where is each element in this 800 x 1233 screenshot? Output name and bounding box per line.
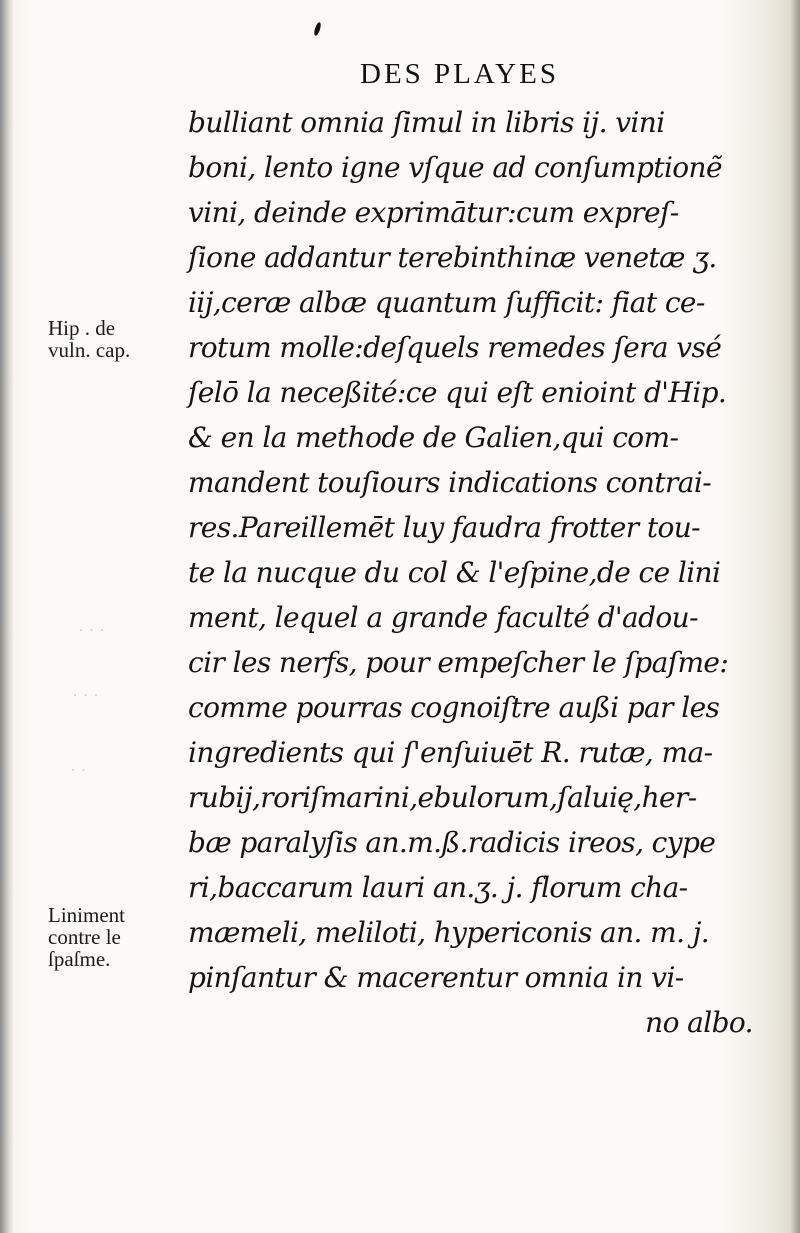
margin-note-line: contre le (48, 925, 121, 949)
page-edge-shadow (790, 0, 800, 1233)
gutter-shadow (0, 0, 14, 1233)
text-line: & en la methode de Galien,qui com- (188, 421, 679, 454)
text-line: ment, lequel a grande faculté d'adou- (188, 601, 698, 634)
text-line: te la nucque du col & l'eſpine,de ce lini (188, 556, 721, 589)
text-line-final: no albo. (645, 1006, 753, 1039)
show-through-mark: · · · (78, 620, 105, 640)
text-line: ſelō la neceßité:ce qui eſt enioint d'Hip. (188, 376, 727, 409)
margin-note-hippocrates (48, 317, 130, 361)
running-head: DES PLAYES (360, 58, 559, 90)
text-line: boni, lento igne vſque ad conſumptionẽ (188, 151, 722, 184)
text-line: pinſantur & macerentur omnia in vi- (188, 961, 684, 994)
margin-note-line: Liniment (48, 903, 125, 927)
margin-note-line: ſpaſme. (48, 947, 111, 971)
margin-note-line: Hip . de (48, 316, 116, 340)
text-line: ingredients qui ſ'enſuiuēt R. rutæ, ma- (188, 736, 713, 769)
text-line: rubij,roriſmarini,ebulorum,ſaluię,her- (188, 781, 697, 814)
show-through-mark: · · (70, 760, 87, 780)
text-line: mæmeli, meliloti, hypericonis an. m. j. (188, 916, 710, 949)
text-line: res.Pareillemēt luy faudra frotter tou- (188, 511, 701, 544)
text-line: comme pourras cognoiſtre außi par les (188, 691, 720, 724)
ink-mark (313, 22, 322, 37)
show-through-mark: · · · (72, 685, 99, 705)
text-line: vini, deinde exprimātur:cum expreſ- (188, 196, 679, 229)
text-line: iij,ceræ albæ quantum ſufficit: fiat ce- (188, 286, 705, 319)
text-line: mandent touſiours indications contrai- (188, 466, 712, 499)
text-line: ſione addantur terebinthinæ venetæ ʒ. (188, 241, 717, 274)
text-line: ri,baccarum lauri an.ʒ. j. florum cha- (188, 871, 688, 904)
text-line: bulliant omnia ſimul in libris ij. vini (188, 106, 665, 139)
text-line: bæ paralyſis an.m.ß.radicis ireos, cype (188, 826, 716, 859)
body-text (188, 100, 773, 1045)
text-line: cir les nerfs, pour empeſcher le ſpaſme: (188, 646, 729, 679)
margin-note-liniment (48, 904, 125, 970)
margin-note-line: vuln. cap. (48, 338, 131, 362)
text-line: rotum molle:deſquels remedes ſera vsé (188, 331, 722, 364)
